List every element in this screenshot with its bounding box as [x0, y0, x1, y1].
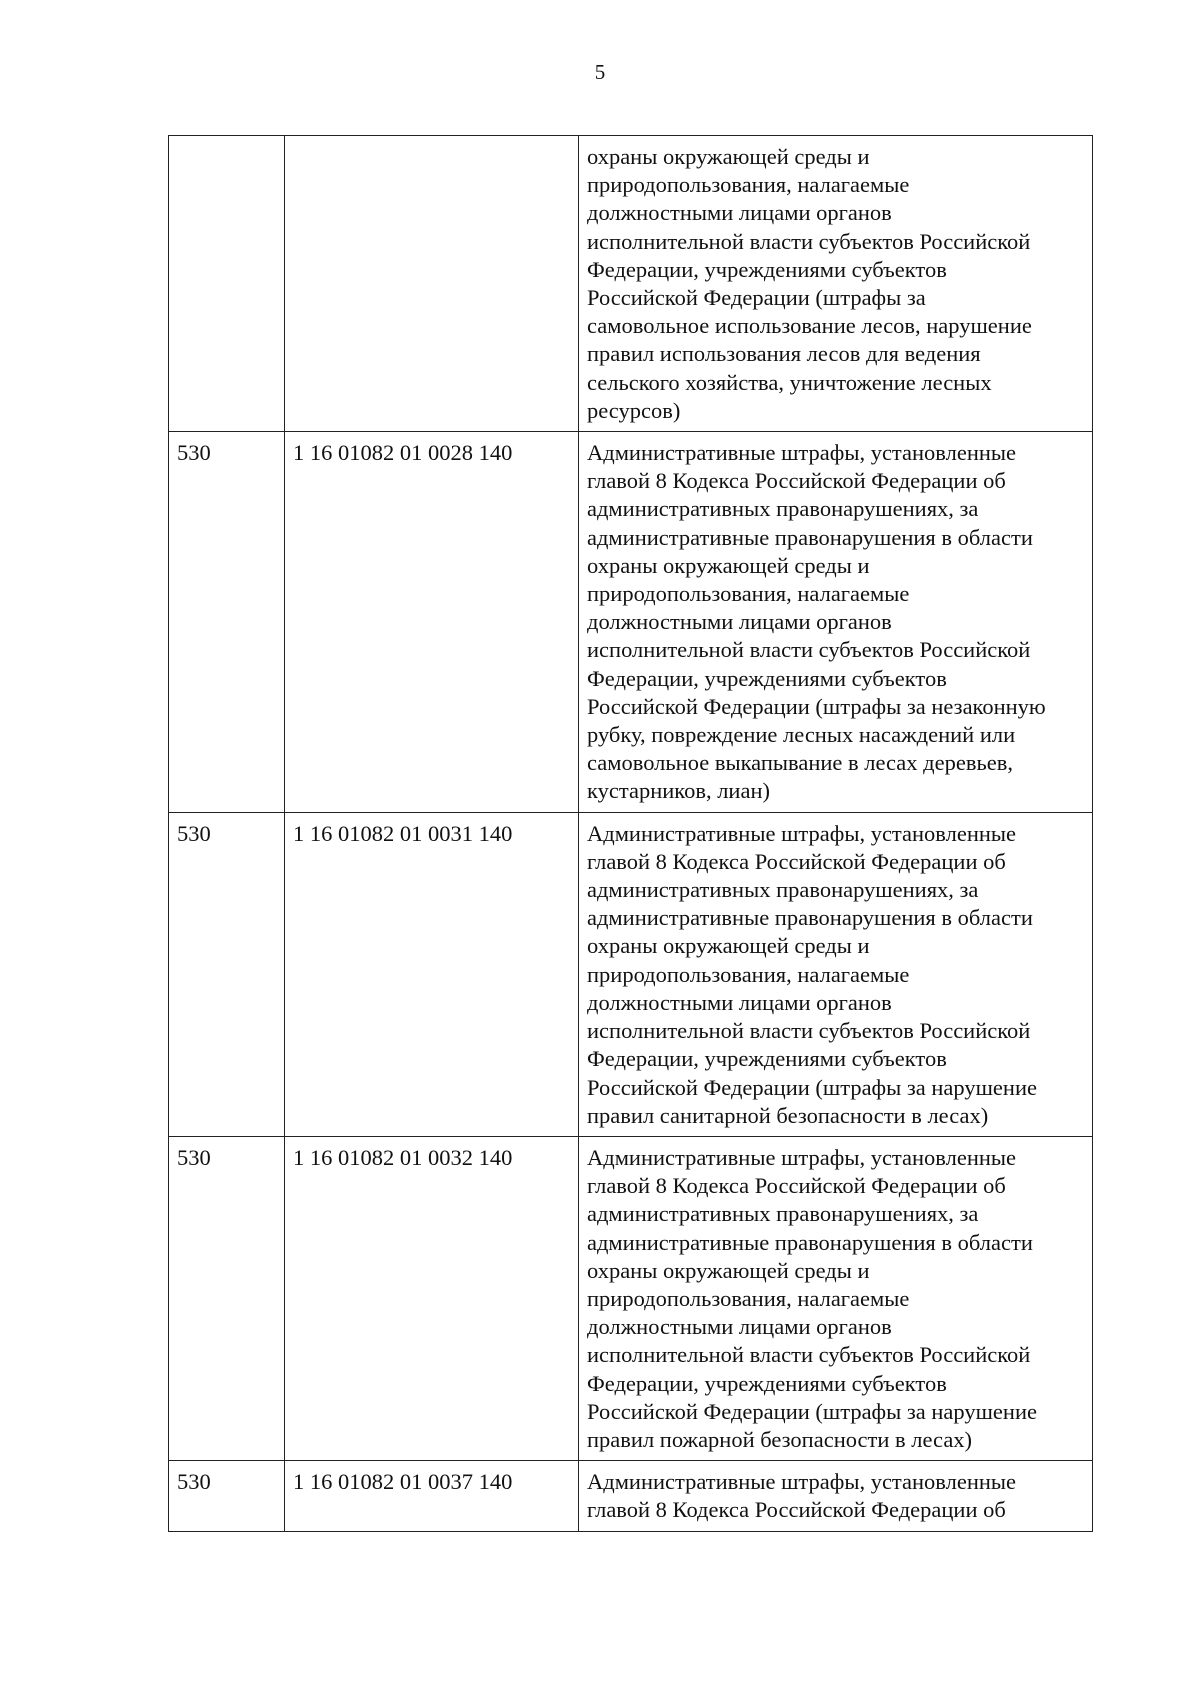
description-line: исполнительной власти субъектов Российской	[587, 1018, 1031, 1044]
kbk-code-cell: 1 16 01082 01 0032 140	[285, 1136, 579, 1460]
page-number: 5	[594, 60, 606, 84]
description-line: охраны окружающей среды и	[587, 933, 870, 959]
admin-code-cell: 530	[169, 1136, 285, 1460]
description-line: Российской Федерации (штрафы за	[587, 285, 926, 311]
description-line: природопользования, налагаемые	[587, 581, 910, 607]
description-line: административные правонарушения в области	[587, 1229, 1033, 1255]
table-row	[169, 136, 1093, 432]
description-line: ресурсов)	[587, 397, 681, 423]
description-line: исполнительной власти субъектов Российской	[587, 228, 1031, 254]
description-line: Административные штрафы, установленные	[587, 440, 1017, 466]
description-line: Административные штрафы, установленные	[587, 820, 1017, 846]
table-body	[169, 136, 1093, 1532]
description-line: Российской Федерации (штрафы за незаконную	[587, 693, 1046, 719]
description-line: главой 8 Кодекса Российской Федерации об	[587, 1497, 1006, 1523]
description-cell	[579, 812, 1093, 1136]
kbk-code-cell: 1 16 01082 01 0037 140	[285, 1461, 579, 1531]
description-line: Административные штрафы, установленные	[587, 1469, 1017, 1495]
admin-code-cell: 530	[169, 1461, 285, 1531]
description-line: исполнительной власти субъектов Российской	[587, 1342, 1031, 1368]
description-line: административных правонарушениях, за	[587, 877, 979, 903]
description-line: самовольное выкапывание в лесах деревьев,	[587, 750, 1013, 776]
description-line: Федерации, учреждениями субъектов	[587, 1046, 947, 1072]
table-row	[169, 1136, 1093, 1460]
description-line: Административные штрафы, установленные	[587, 1144, 1017, 1170]
description-line: главой 8 Кодекса Российской Федерации об	[587, 1173, 1006, 1199]
kbk-code-cell: 1 16 01082 01 0031 140	[285, 812, 579, 1136]
description-line: самовольное использование лесов, нарушение	[587, 313, 1032, 339]
description-line: Федерации, учреждениями субъектов	[587, 665, 947, 691]
description-line: Российской Федерации (штрафы за нарушение	[587, 1074, 1037, 1100]
description-line: правил использования лесов для ведения	[587, 341, 981, 367]
description-cell	[579, 432, 1093, 813]
description-line: правил пожарной безопасности в лесах)	[587, 1426, 973, 1452]
description-line: должностными лицами органов	[587, 200, 892, 226]
description-line: природопользования, налагаемые	[587, 961, 910, 987]
description-line: административные правонарушения в области	[587, 905, 1033, 931]
description-line: охраны окружающей среды и	[587, 1257, 870, 1283]
description-line: правил санитарной безопасности в лесах)	[587, 1102, 989, 1128]
description-line: должностными лицами органов	[587, 989, 892, 1015]
description-line: административных правонарушениях, за	[587, 496, 979, 522]
admin-code-cell: 530	[169, 812, 285, 1136]
table-row	[169, 812, 1093, 1136]
description-line: административные правонарушения в области	[587, 524, 1033, 550]
table-row	[169, 432, 1093, 813]
description-cell	[579, 136, 1093, 432]
description-line: Федерации, учреждениями субъектов	[587, 256, 947, 282]
description-line: природопользования, налагаемые	[587, 172, 910, 198]
description-line: Федерации, учреждениями субъектов	[587, 1370, 947, 1396]
description-line: Российской Федерации (штрафы за нарушение	[587, 1398, 1037, 1424]
description-line: рубку, повреждение лесных насаждений или	[587, 722, 1016, 748]
description-line: природопользования, налагаемые	[587, 1285, 910, 1311]
description-line: должностными лицами органов	[587, 609, 892, 635]
description-line: охраны окружающей среды и	[587, 144, 870, 169]
kbk-code-cell	[285, 136, 579, 432]
kbk-code-cell: 1 16 01082 01 0028 140	[285, 432, 579, 813]
description-line: административных правонарушениях, за	[587, 1201, 979, 1227]
admin-code-cell: 530	[169, 432, 285, 813]
description-cell	[579, 1136, 1093, 1460]
admin-code-cell	[169, 136, 285, 432]
description-line: охраны окружающей среды и	[587, 552, 870, 578]
description-line: исполнительной власти субъектов Российской	[587, 637, 1031, 663]
budget-codes-table	[168, 135, 1093, 1532]
description-line: главой 8 Кодекса Российской Федерации об	[587, 848, 1006, 874]
table-row	[169, 1461, 1093, 1531]
description-line: сельского хозяйства, уничтожение лесных	[587, 369, 992, 395]
description-line: должностными лицами органов	[587, 1314, 892, 1340]
description-line: кустарников, лиан)	[587, 778, 770, 804]
description-line: главой 8 Кодекса Российской Федерации об	[587, 468, 1006, 494]
description-cell	[579, 1461, 1093, 1531]
